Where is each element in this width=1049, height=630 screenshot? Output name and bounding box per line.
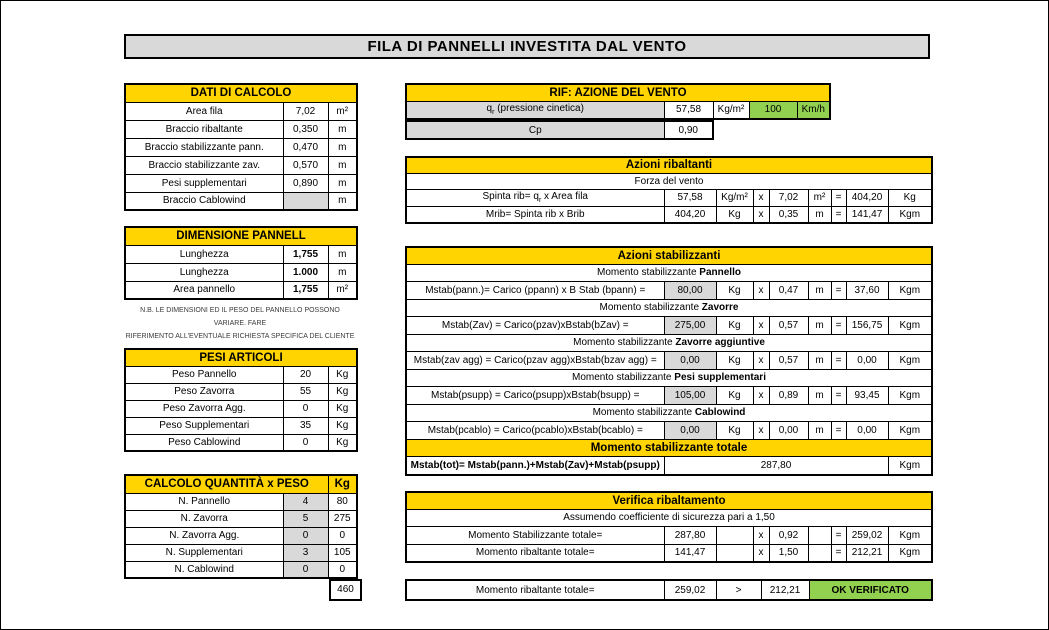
cell-eq: = <box>831 544 846 562</box>
page-title: FILA DI PANNELLI INVESTITA DAL VENTO <box>124 34 930 59</box>
cell-v1: 0,00 <box>664 421 716 439</box>
subheader-text: Momento stabilizzante <box>597 267 700 278</box>
cell-op: > <box>716 580 761 600</box>
subheader-bold: Zavorre aggiuntive <box>675 337 765 348</box>
cell-value: 0,570 <box>283 156 328 174</box>
table-row <box>125 281 357 299</box>
kg-column-header: Kg <box>328 475 357 493</box>
cell-label: Braccio ribaltante <box>125 120 283 138</box>
cell-v2: 0,47 <box>769 281 808 299</box>
table-row <box>125 263 357 281</box>
table-row <box>125 245 357 263</box>
cell-u3: Kgm <box>888 526 932 544</box>
cell-label: Area fila <box>125 102 283 120</box>
cell-formula: Mstab(psupp) = Carico(psupp)xBstab(bsupp) = <box>406 386 664 404</box>
wind-speed-unit-cell: Km/h <box>797 101 830 119</box>
cell-unit: Kg/m² <box>713 101 749 119</box>
total-header: Momento stabilizzante totale <box>406 439 932 456</box>
cell-label: Braccio stabilizzante zav. <box>125 156 283 174</box>
cell-v1: 105,00 <box>664 386 716 404</box>
cell-value-empty <box>283 192 328 210</box>
cell-u1 <box>716 526 753 544</box>
table-row <box>125 527 357 544</box>
cell-eq: = <box>831 421 846 439</box>
cell-unit: Kg <box>328 417 357 434</box>
cell-label: Area pannello <box>125 281 283 299</box>
formula-text: Spinta rib= q <box>482 191 539 202</box>
table-row <box>406 544 932 562</box>
cell-result: 259,02 <box>846 526 888 544</box>
cell-u2 <box>808 526 831 544</box>
table-header: DATI DI CALCOLO <box>125 84 357 102</box>
table-row <box>125 156 357 174</box>
table-header: Verifica ribaltamento <box>406 492 932 509</box>
cell-label: Peso Supplementari <box>125 417 283 434</box>
cell-qty: 4 <box>283 493 328 510</box>
table-dati-di-calcolo <box>124 83 358 211</box>
cell-kg: 0 <box>328 561 357 578</box>
cell-eq: = <box>831 189 846 206</box>
cell-kg: 105 <box>328 544 357 561</box>
q-subscript: r <box>492 109 495 117</box>
cell-label: N. Zavorra <box>125 510 283 527</box>
cell-formula: Mstab(pann.)= Carico (ppann) x B Stab (bpann) = <box>406 281 664 299</box>
cell-value: 20 <box>283 366 328 383</box>
cell-formula: Mstab(pcablo) = Carico(pcablo)xBstab(bcablo) = <box>406 421 664 439</box>
subheader-bold: Cablowind <box>694 407 746 418</box>
cell-unit: m <box>328 192 357 210</box>
table-row <box>125 510 357 527</box>
cell-eq: = <box>831 281 846 299</box>
table-header: DIMENSIONE PANNELL <box>125 227 357 245</box>
cell-op: x <box>753 526 769 544</box>
q-label: q <box>486 103 493 115</box>
table-header: Azioni ribaltanti <box>406 157 932 173</box>
table-azioni-stabilizzanti <box>405 246 933 476</box>
table-row <box>406 281 932 299</box>
total-value: 287,80 <box>664 456 888 475</box>
table-row <box>125 138 357 156</box>
cell-unit: Kg <box>328 434 357 451</box>
cell-unit: m <box>328 138 357 156</box>
cell-formula: Mrib= Spinta rib x Brib <box>406 206 664 223</box>
table-row <box>406 580 932 600</box>
cell-label: Braccio Cablowind <box>125 192 283 210</box>
table-row <box>125 544 357 561</box>
note-line-2: RIFERIMENTO ALL'EVENTUALE RICHIESTA SPECIFICA DEL CLIENTE <box>125 333 355 340</box>
cell-label: N. Cablowind <box>125 561 283 578</box>
cell-u2: m <box>808 351 831 369</box>
table-pesi-articoli <box>124 348 358 452</box>
cell-value: 1.000 <box>283 263 328 281</box>
table-row <box>406 456 932 475</box>
cell-value: 0 <box>283 434 328 451</box>
cell-op: x <box>753 206 769 223</box>
subheader-text: Momento stabilizzante <box>573 337 676 348</box>
cell-u1 <box>716 544 753 562</box>
cell-v2: 1,50 <box>769 544 808 562</box>
cell-label: Lunghezza <box>125 263 283 281</box>
section-subheader <box>406 404 932 421</box>
subheader-text: Momento stabilizzante <box>592 407 695 418</box>
table-row <box>125 434 357 451</box>
cell-kg: 0 <box>328 527 357 544</box>
cell-op: x <box>753 316 769 334</box>
total-unit: Kgm <box>888 456 932 475</box>
cell-formula <box>406 189 664 206</box>
cell-v2: 0,89 <box>769 386 808 404</box>
cell-unit: m <box>328 120 357 138</box>
cell-u3: Kgm <box>888 544 932 562</box>
subheader-bold: Pannello <box>699 267 741 278</box>
cell-value: 0,470 <box>283 138 328 156</box>
cell-kg: 80 <box>328 493 357 510</box>
cell-label: Momento Stabilizzante totale= <box>406 526 664 544</box>
cell-label: Momento ribaltante totale= <box>406 580 664 600</box>
cell-u1: Kg <box>716 421 753 439</box>
table-row <box>125 493 357 510</box>
cell-formula: Mstab(zav agg) = Carico(pzav agg)xBstab(bzav agg) = <box>406 351 664 369</box>
cell-value: 0 <box>283 400 328 417</box>
cell-result: 0,00 <box>846 351 888 369</box>
cell-op: x <box>753 544 769 562</box>
cell-qty: 0 <box>283 527 328 544</box>
panel-note <box>124 304 356 343</box>
cell-v2: 0,57 <box>769 351 808 369</box>
cell-value: 0,350 <box>283 120 328 138</box>
cell-v1: 259,02 <box>664 580 716 600</box>
cell-v2: 0,35 <box>769 206 808 223</box>
cell-unit: m <box>328 156 357 174</box>
cell-result: 404,20 <box>846 189 888 206</box>
cell-value: 55 <box>283 383 328 400</box>
table-row <box>406 189 932 206</box>
cell-op: x <box>753 189 769 206</box>
cell-u3: Kg <box>888 189 932 206</box>
cell-v1: 275,00 <box>664 316 716 334</box>
cell-v1: 404,20 <box>664 206 716 223</box>
cell-u2: m <box>808 421 831 439</box>
cell-qty: 0 <box>283 561 328 578</box>
table-header: CALCOLO QUANTITÀ x PESO <box>125 475 328 493</box>
cell-formula: Mstab(Zav) = Carico(pzav)xBstab(bZav) = <box>406 316 664 334</box>
cell-unit: m <box>328 174 357 192</box>
table-header: RIF: AZIONE DEL VENTO <box>406 84 830 101</box>
table-row <box>125 192 357 210</box>
total-weight-cell: 460 <box>329 579 362 601</box>
cell-result: 212,21 <box>846 544 888 562</box>
cell-value: 35 <box>283 417 328 434</box>
subheader-bold: Zavorre <box>701 302 739 313</box>
cell-v2: 212,21 <box>761 580 809 600</box>
table-row <box>125 417 357 434</box>
cell-v1: 80,00 <box>664 281 716 299</box>
note-line-1: N.B. LE DIMENSIONI ED IL PESO DEL PANNELLO POSSONO VARIARE. FARE <box>140 307 340 327</box>
cell-u3: Kgm <box>888 421 932 439</box>
q-label-rest: (pressione cinetica) <box>494 103 584 115</box>
cell-op: x <box>753 386 769 404</box>
cell-label: N. Zavorra Agg. <box>125 527 283 544</box>
table-row <box>125 120 357 138</box>
table-row <box>406 386 932 404</box>
cell-qty: 3 <box>283 544 328 561</box>
cell-u2: m <box>808 386 831 404</box>
cell-value: 57,58 <box>664 101 713 119</box>
cell-v1: 57,58 <box>664 189 716 206</box>
table-cp-row <box>405 120 714 140</box>
cell-result: 0,00 <box>846 421 888 439</box>
cell-value: 0,890 <box>283 174 328 192</box>
cell-label: Lunghezza <box>125 245 283 263</box>
subheader-bold: Pesi supplementari <box>674 372 766 383</box>
subheader-text: Momento stabilizzante <box>572 372 675 383</box>
section-subheader: Assumendo coefficiente di sicurezza pari a 1,50 <box>406 509 932 526</box>
cell-u3: Kgm <box>888 281 932 299</box>
cell-result: 37,60 <box>846 281 888 299</box>
cell-v1: 0,00 <box>664 351 716 369</box>
cell-u3: Kgm <box>888 316 932 334</box>
cell-label <box>406 101 664 119</box>
cell-u3: Kgm <box>888 206 932 223</box>
cell-u1: Kg <box>716 281 753 299</box>
status-badge: OK VERIFICATO <box>809 580 932 600</box>
cell-label: N. Pannello <box>125 493 283 510</box>
cell-u2: m² <box>808 189 831 206</box>
cell-label: Peso Pannello <box>125 366 283 383</box>
cell-op: x <box>753 351 769 369</box>
cell-u2: m <box>808 316 831 334</box>
section-subheader: Forza del vento <box>406 173 932 189</box>
section-subheader <box>406 369 932 386</box>
cell-eq: = <box>831 526 846 544</box>
cell-label: Peso Zavorra Agg. <box>125 400 283 417</box>
cell-op: x <box>753 281 769 299</box>
cell-unit: Kg <box>328 366 357 383</box>
cell-unit: m <box>328 263 357 281</box>
table-row <box>125 174 357 192</box>
table-azioni-ribaltanti <box>405 156 933 224</box>
cell-label: Braccio stabilizzante pann. <box>125 138 283 156</box>
cell-label: Cp <box>406 121 664 139</box>
cell-v2: 7,02 <box>769 189 808 206</box>
cell-kg: 275 <box>328 510 357 527</box>
cell-u1: Kg <box>716 351 753 369</box>
cell-u3: Kgm <box>888 386 932 404</box>
section-subheader <box>406 334 932 351</box>
table-row <box>406 206 932 223</box>
cell-u3: Kgm <box>888 351 932 369</box>
table-row <box>406 526 932 544</box>
cell-eq: = <box>831 316 846 334</box>
cell-label: Peso Zavorra <box>125 383 283 400</box>
cell-u2: m <box>808 281 831 299</box>
cell-v2: 0,92 <box>769 526 808 544</box>
cell-label: Pesi supplementari <box>125 174 283 192</box>
cell-value: 1,755 <box>283 281 328 299</box>
table-row <box>125 400 357 417</box>
cell-u1: Kg <box>716 386 753 404</box>
table-row <box>406 101 830 119</box>
cell-eq: = <box>831 351 846 369</box>
cell-unit: m² <box>328 102 357 120</box>
table-row <box>125 383 357 400</box>
cell-unit: m <box>328 245 357 263</box>
cell-label: Peso Cablowind <box>125 434 283 451</box>
cell-v1: 287,80 <box>664 526 716 544</box>
table-row <box>125 102 357 120</box>
table-row <box>125 366 357 383</box>
cell-label: Momento ribaltante totale= <box>406 544 664 562</box>
total-formula: Mstab(tot)= Mstab(pann.)+Mstab(Zav)+Mstab(psupp) <box>406 456 664 475</box>
table-row <box>406 121 713 139</box>
table-header: PESI ARTICOLI <box>125 349 357 366</box>
table-row <box>406 351 932 369</box>
table-final-check <box>405 579 933 601</box>
cell-value: 1,755 <box>283 245 328 263</box>
section-subheader <box>406 299 932 316</box>
cell-label: N. Supplementari <box>125 544 283 561</box>
cell-result: 93,45 <box>846 386 888 404</box>
table-verifica-ribaltamento <box>405 491 933 563</box>
cell-u2 <box>808 544 831 562</box>
cell-u1: Kg <box>716 316 753 334</box>
cell-value: 0,90 <box>664 121 713 139</box>
section-subheader <box>406 264 932 281</box>
cell-result: 156,75 <box>846 316 888 334</box>
table-dimensione-pannello <box>124 226 358 300</box>
table-row <box>125 561 357 578</box>
cell-unit: m² <box>328 281 357 299</box>
table-azione-del-vento <box>405 83 831 120</box>
cell-v2: 0,57 <box>769 316 808 334</box>
wind-speed-cell: 100 <box>749 101 797 119</box>
cell-v2: 0,00 <box>769 421 808 439</box>
cell-op: x <box>753 421 769 439</box>
table-calcolo-quantita-peso <box>124 474 358 579</box>
formula-subscript: r <box>538 197 542 204</box>
table-row <box>406 316 932 334</box>
formula-text-rest: x Area fila <box>541 191 588 202</box>
cell-u1: Kg <box>716 206 753 223</box>
cell-v1: 141,47 <box>664 544 716 562</box>
cell-unit: Kg <box>328 383 357 400</box>
table-header: Azioni stabilizzanti <box>406 247 932 264</box>
cell-unit: Kg <box>328 400 357 417</box>
cell-u2: m <box>808 206 831 223</box>
cell-result: 141,47 <box>846 206 888 223</box>
cell-eq: = <box>831 386 846 404</box>
cell-u1: Kg/m² <box>716 189 753 206</box>
cell-eq: = <box>831 206 846 223</box>
table-row <box>406 421 932 439</box>
cell-value: 7,02 <box>283 102 328 120</box>
cell-qty: 5 <box>283 510 328 527</box>
subheader-text: Momento stabilizzante <box>599 302 702 313</box>
